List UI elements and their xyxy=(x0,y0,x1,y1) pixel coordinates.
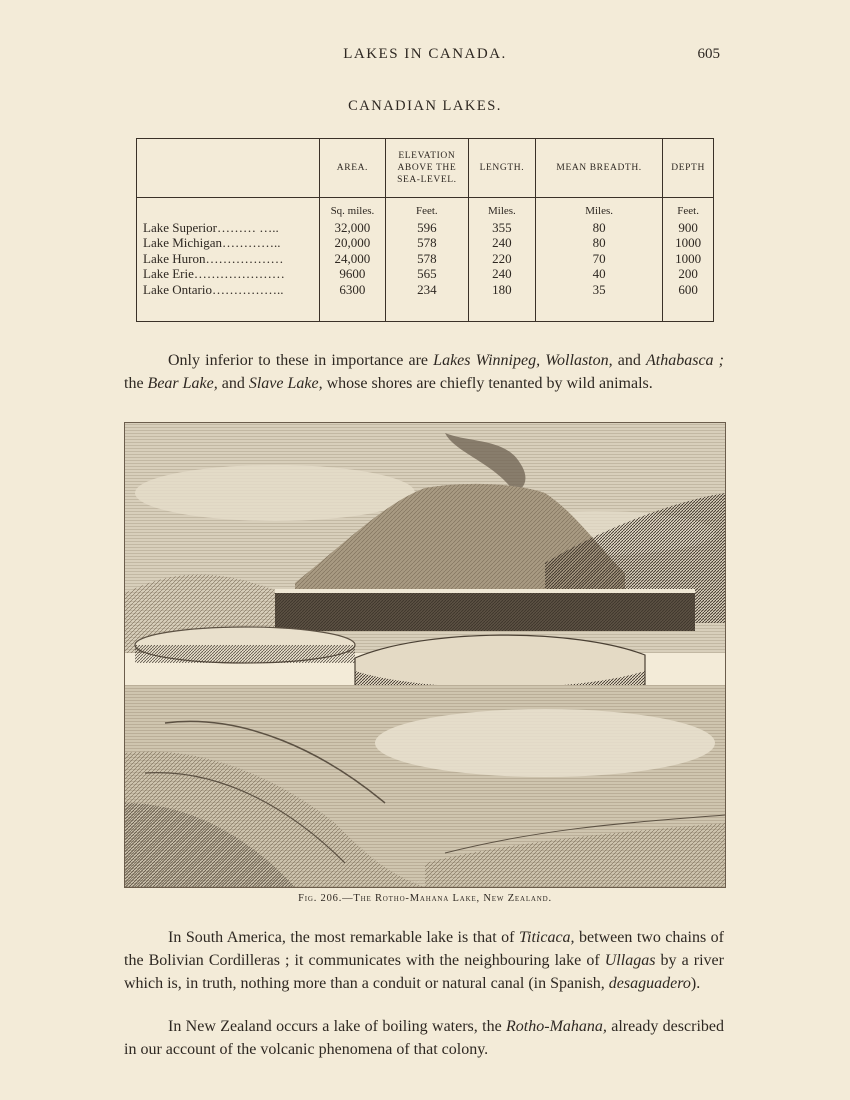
lake-name: Lake Erie………………… xyxy=(143,266,285,281)
italic-lake-name: Titicaca, xyxy=(518,929,575,946)
table-title: CANADIAN LAKES. xyxy=(348,98,502,114)
engraving-illustration xyxy=(124,422,726,888)
area-value: 6300 xyxy=(339,281,366,297)
new-zealand-paragraph xyxy=(124,1015,724,1061)
depth-value: 1000 xyxy=(675,250,702,266)
depth-value: 1000 xyxy=(675,235,702,250)
length-column xyxy=(468,198,535,322)
text-run: and xyxy=(612,352,646,369)
breadth-value: 70 xyxy=(592,250,606,266)
table-header-area: AREA. xyxy=(320,139,386,198)
table-header-depth: DEPTH xyxy=(663,139,713,198)
depth-column xyxy=(663,198,713,322)
lakes-table xyxy=(136,138,714,322)
text-run: the xyxy=(124,375,148,392)
running-head xyxy=(0,44,850,68)
area-value: 9600 xyxy=(339,266,366,281)
italic-lake-name: Bear Lake, xyxy=(147,375,218,392)
elevation-value: 596 xyxy=(417,219,437,235)
table-header-elevation: ELEVATION ABOVE THE SEA-LEVEL. xyxy=(385,139,468,198)
length-value: 240 xyxy=(492,235,512,250)
length-value: 220 xyxy=(492,250,512,266)
depth-value: 600 xyxy=(678,281,698,297)
figure-caption: Fig. 206.—The Rotho-Mahana Lake, New Zealand. xyxy=(298,893,552,904)
text-run: ). xyxy=(690,975,701,992)
intro-paragraph xyxy=(124,349,724,395)
area-unit: Sq. miles. xyxy=(330,205,375,217)
text-run: between two chains of the Bolivian Cordilleras ; it communicates with the neighbouring lake of xyxy=(124,929,724,969)
text-run: by a river which is, in truth, nothing more than a conduit or natural canal (in Spanish, xyxy=(124,952,724,992)
depth-unit: Feet. xyxy=(677,205,699,217)
length-unit: Miles. xyxy=(488,205,516,217)
italic-lake-name: Rotho-Mahana, xyxy=(506,1018,607,1035)
table-body-row xyxy=(137,198,713,322)
text-run: whose shores are chiefly tenanted by wild animals. xyxy=(322,375,653,392)
text-run: In South America, the most remarkable lake is that of xyxy=(168,929,519,946)
text-run: and xyxy=(217,375,249,392)
italic-lake-names: Lakes Winnipeg, Wollaston, xyxy=(433,352,613,369)
lake-name: Lake Ontario…………….. xyxy=(143,281,284,297)
length-value: 355 xyxy=(492,219,512,235)
area-value: 32,000 xyxy=(334,219,371,235)
breadth-value: 80 xyxy=(592,235,606,250)
running-title: LAKES IN CANADA. xyxy=(343,46,507,62)
table-header-length: LENGTH. xyxy=(468,139,535,198)
table-header-blank xyxy=(137,139,320,198)
lake-name: Lake Huron……………… xyxy=(143,250,284,266)
page-number: 605 xyxy=(697,46,720,62)
table-header-breadth: MEAN BREADTH. xyxy=(535,139,662,198)
depth-value: 900 xyxy=(678,219,698,235)
lake-names-column xyxy=(137,198,320,322)
table-header-row xyxy=(137,139,713,198)
length-value: 240 xyxy=(492,266,512,281)
elevation-value: 234 xyxy=(417,281,437,297)
elevation-unit: Feet. xyxy=(415,205,438,217)
text-run: already described in our account of the volcanic phenomena of that colony. xyxy=(124,1018,724,1058)
breadth-value: 35 xyxy=(592,281,606,297)
area-value: 20,000 xyxy=(334,235,371,250)
length-value: 180 xyxy=(492,281,512,297)
lake-name: Lake Superior……… ….. xyxy=(143,219,279,235)
breadth-unit: Miles. xyxy=(585,205,613,217)
text-run: In New Zealand occurs a lake of boiling waters, the xyxy=(168,1018,507,1035)
elevation-value: 578 xyxy=(417,250,437,266)
area-value: 24,000 xyxy=(334,250,371,266)
breadth-column xyxy=(535,198,662,322)
breadth-value: 80 xyxy=(592,219,606,235)
lake-name: Lake Michigan………….. xyxy=(143,235,281,250)
south-america-paragraph xyxy=(124,926,724,995)
area-column xyxy=(320,198,386,322)
italic-lake-name: Ullagas xyxy=(604,952,656,969)
italic-spanish-term: desaguadero xyxy=(608,975,691,992)
text-run: Only inferior to these in importance are xyxy=(168,352,434,369)
elevation-value: 578 xyxy=(417,235,437,250)
elevation-column xyxy=(385,198,468,322)
breadth-value: 40 xyxy=(592,266,606,281)
depth-value: 200 xyxy=(678,266,698,281)
italic-lake-name: Slave Lake, xyxy=(248,375,323,392)
elevation-value: 565 xyxy=(417,266,437,281)
italic-lake-name: Athabasca ; xyxy=(646,352,725,369)
